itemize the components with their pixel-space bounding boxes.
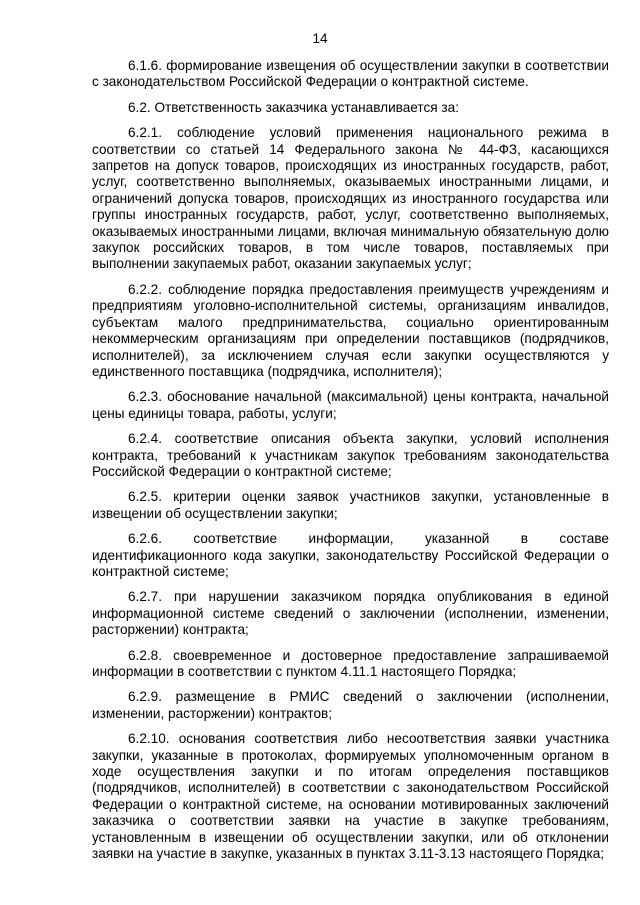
paragraph-6-2-5: 6.2.5. критерии оценки заявок участников закупки, установленные в извещении об осуществлении закупки; [92, 489, 609, 521]
paragraph-6-2-9: 6.2.9. размещение в РМИС сведений о заключении (исполнении, изменении, расторжении) контрактов; [92, 689, 609, 721]
paragraph-6-2-3: 6.2.3. обоснование начальной (максимальной) цены контракта, начальной цены единицы товара, работы, услуги; [92, 389, 609, 421]
paragraph-6-2: 6.2. Ответственность заказчика устанавливается за: [128, 99, 459, 115]
paragraph-6-2-7: 6.2.7. при нарушении заказчиком порядка опубликования в единой информационной системе сведений о заключении (исполнении, изменении, расторжении) контракта; [92, 589, 609, 638]
paragraph-6-2-1: 6.2.1. соблюдение условий применения национального режима в соответствии со статьей 14 Федерального закона № 44-ФЗ, касающихся запретов на допуск товаров, происходящих из иностранных государств, работ, услуг, соответственно выполняемых, оказываемых иностранными лицами, и ограничений допуска товаров, происходящих из иностранного государства или группы иностранных государств, работ, услуг, соответственно выполняемых, оказываемых иностранными лицами, включая минимальную обязательную долю закупок российских товаров, в том числе товаров, поставляемых при выполнении закупаемых работ, оказании закупаемых услуг; [92, 125, 609, 272]
paragraph-6-2-10: 6.2.10. основания соответствия либо несоответствия заявки участника закупки, указанные в протоколах, формируемых уполномоченным органом в ходе осуществления закупки и по итогам определения поставщиков (подрядчиков, исполнителей) в соответствии с законодательством Российской Федерации о контрактной системе, на основании мотивированных заключений заказчика о соответствии заявки на участие в закупке требованиям, установленным в извещении об осуществлении закупки, или об отклонении заявки на участие в закупке, указанных в пунктах 3.11-3.13 настоящего Порядка; [92, 731, 609, 862]
paragraph-6-2-2: 6.2.2. соблюдение порядка предоставления преимуществ учреждениям и предприятиям уголовно-исполнительной системы, организациям инвалидов, субъектам малого предпринимательства, социально ориентированным некоммерческим организациям при определении поставщиков (подрядчиков, исполнителей), за исключением случая если закупки осуществляются у единственного поставщика (подрядчика, исполнителя); [92, 281, 609, 379]
paragraph-6-2-8: 6.2.8. своевременное и достоверное предоставление запрашиваемой информации в соответствии с пунктом 4.11.1 настоящего Порядка; [92, 647, 609, 679]
paragraph-6-2-4: 6.2.4. соответствие описания объекта закупки, условий исполнения контракта, требований к участникам закупок требованиям законодательства Российской Федерации о контрактной системе; [92, 431, 609, 479]
page-number: 14 [312, 31, 328, 46]
paragraph-6-2-6: 6.2.6. соответствие информации, указанной в составе идентификационного кода закупки, законодательству Российской Федерации о контрактной системе; [92, 531, 609, 579]
document-body [92, 58, 609, 871]
paragraph-6-1-6: 6.1.6. формирование извещения об осуществлении закупки в соответствии с законодательством Российской Федерации о контрактной системе. [92, 58, 609, 90]
